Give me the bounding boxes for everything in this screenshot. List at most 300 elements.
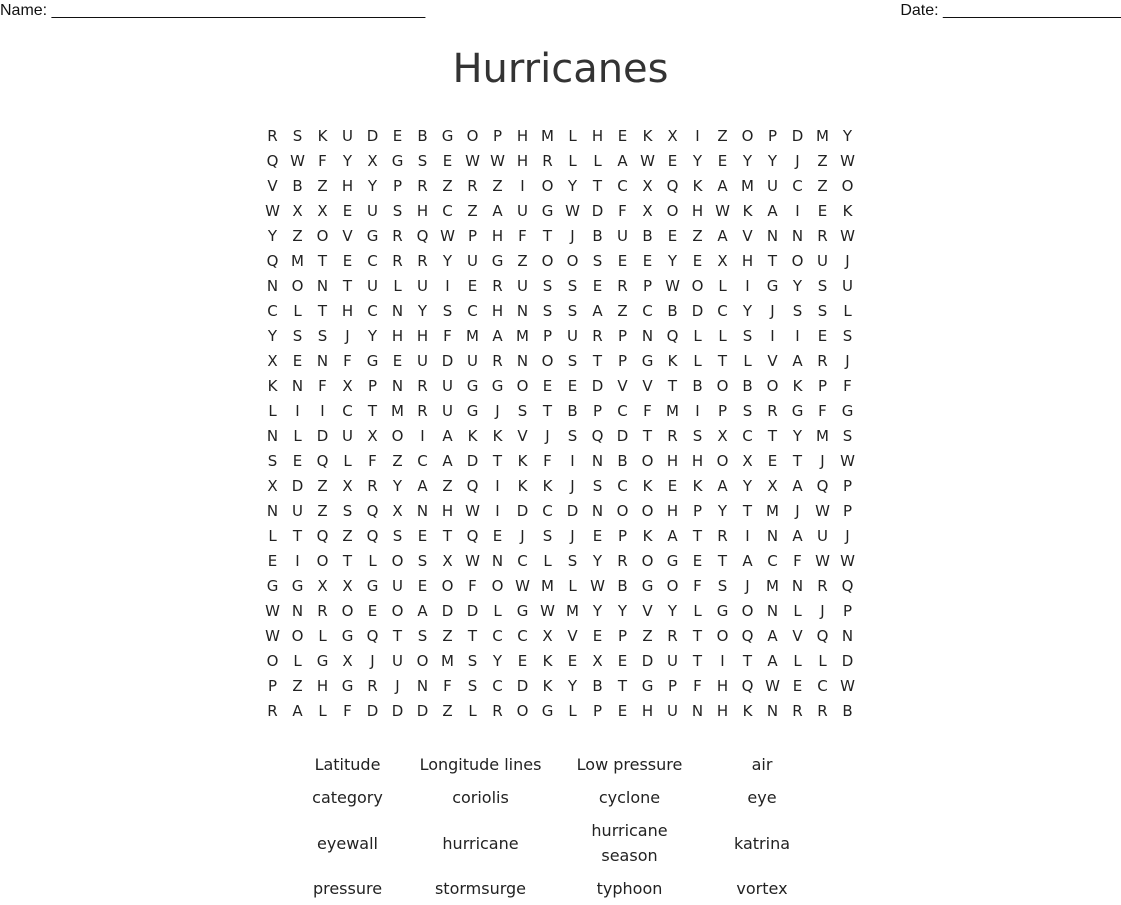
grid-letter: P <box>617 627 628 645</box>
grid-letter: L <box>593 152 602 170</box>
grid-letter: M <box>291 252 304 270</box>
grid-letter: C <box>342 402 353 420</box>
grid-letter: R <box>617 552 628 570</box>
grid-letter: B <box>742 377 753 395</box>
grid-letter: W <box>465 152 480 170</box>
grid-letter: O <box>541 177 554 195</box>
grid-letter: L <box>693 352 702 370</box>
grid-letter: I <box>295 402 300 420</box>
word-bank-word: air <box>751 755 773 774</box>
grid-letter: X <box>267 352 278 370</box>
grid-letter: M <box>741 177 754 195</box>
grid-letter: F <box>318 152 327 170</box>
grid-letter: Q <box>266 252 279 270</box>
grid-letter: K <box>642 527 653 545</box>
grid-letter: T <box>592 352 603 370</box>
grid-letter: W <box>665 277 680 295</box>
grid-letter: M <box>816 427 829 445</box>
grid-letter: Z <box>342 527 353 545</box>
grid-letter: W <box>265 627 280 645</box>
grid-letter: S <box>742 402 753 420</box>
grid-letter: E <box>617 702 628 720</box>
grid-letter: R <box>617 277 628 295</box>
grid-row <box>260 424 860 449</box>
grid-letter: C <box>817 677 828 695</box>
grid-letter: W <box>465 552 480 570</box>
grid-letter: K <box>667 352 678 370</box>
word-bank-word: hurricane <box>442 833 519 853</box>
grid-letter: X <box>442 552 453 570</box>
grid-letter: T <box>542 402 553 420</box>
grid-letter: Q <box>316 452 329 470</box>
grid-letter: J <box>545 427 550 445</box>
grid-letter: Q <box>666 177 679 195</box>
grid-letter: T <box>792 452 803 470</box>
grid-letter: S <box>417 627 428 645</box>
grid-letter: F <box>618 202 627 220</box>
grid-letter: D <box>566 502 579 520</box>
grid-letter: A <box>717 227 728 245</box>
grid-letter: Y <box>367 177 378 195</box>
grid-letter: N <box>491 552 504 570</box>
grid-letter: H <box>716 702 729 720</box>
grid-letter: R <box>492 702 503 720</box>
grid-letter: I <box>320 402 325 420</box>
grid-letter: E <box>592 277 603 295</box>
grid-letter: N <box>591 502 604 520</box>
grid-letter: A <box>292 702 303 720</box>
grid-row <box>260 274 860 299</box>
grid-letter: G <box>641 352 654 370</box>
grid-letter: E <box>417 527 428 545</box>
grid-letter: R <box>817 227 828 245</box>
grid-letter: A <box>792 352 803 370</box>
word-bank-row <box>281 872 812 905</box>
grid-letter: T <box>542 227 553 245</box>
grid-letter: C <box>542 502 553 520</box>
grid-letter: H <box>441 502 454 520</box>
grid-letter: T <box>667 377 678 395</box>
grid-row <box>260 249 860 274</box>
grid-letter: C <box>367 252 378 270</box>
grid-letter: D <box>316 427 329 445</box>
grid-letter: W <box>840 677 855 695</box>
grid-letter: K <box>267 377 278 395</box>
word-bank-word: pressure <box>312 879 383 898</box>
grid-letter: I <box>720 652 725 670</box>
grid-letter: E <box>342 252 353 270</box>
grid-letter: I <box>420 427 425 445</box>
grid-letter: Q <box>591 427 604 445</box>
grid-letter: R <box>817 352 828 370</box>
grid-letter: D <box>516 677 529 695</box>
grid-letter: S <box>542 527 553 545</box>
grid-letter: O <box>641 452 654 470</box>
grid-letter: E <box>617 652 628 670</box>
grid-letter: X <box>342 577 353 595</box>
grid-letter: H <box>491 227 504 245</box>
grid-letter: L <box>268 527 277 545</box>
grid-letter: Z <box>442 177 453 195</box>
grid-letter: K <box>517 477 528 495</box>
grid-row <box>260 699 860 724</box>
grid-letter: O <box>416 652 429 670</box>
grid-letter: M <box>466 327 479 345</box>
grid-letter: F <box>793 552 802 570</box>
grid-letter: M <box>816 127 829 145</box>
grid-letter: Q <box>816 477 829 495</box>
grid-letter: Z <box>642 627 653 645</box>
grid-letter: R <box>267 702 278 720</box>
grid-letter: M <box>766 502 779 520</box>
grid-letter: H <box>341 302 354 320</box>
grid-row <box>260 349 860 374</box>
grid-letter: D <box>441 602 454 620</box>
grid-letter: S <box>417 552 428 570</box>
grid-letter: R <box>417 252 428 270</box>
grid-letter: N <box>316 352 329 370</box>
grid-letter: C <box>717 302 728 320</box>
grid-letter: L <box>293 652 302 670</box>
grid-letter: X <box>342 377 353 395</box>
grid-letter: V <box>792 627 803 645</box>
grid-letter: Y <box>742 302 753 320</box>
grid-letter: A <box>667 527 678 545</box>
grid-row <box>260 599 860 624</box>
grid-letter: Y <box>442 252 453 270</box>
grid-letter: S <box>542 302 553 320</box>
grid-letter: H <box>416 327 429 345</box>
grid-letter: I <box>570 452 575 470</box>
grid-letter: O <box>716 627 729 645</box>
grid-letter: Z <box>442 702 453 720</box>
grid-letter: E <box>442 152 453 170</box>
grid-letter: T <box>692 652 703 670</box>
grid-letter: F <box>818 402 827 420</box>
grid-letter: P <box>842 502 853 520</box>
grid-letter: T <box>767 427 778 445</box>
grid-letter: U <box>367 202 378 220</box>
grid-letter: F <box>318 377 327 395</box>
grid-letter: J <box>845 352 850 370</box>
grid-letter: O <box>841 177 854 195</box>
grid-letter: G <box>341 627 354 645</box>
grid-letter: Z <box>442 477 453 495</box>
grid-letter: B <box>667 302 678 320</box>
grid-letter: E <box>667 477 678 495</box>
grid-letter: P <box>542 327 553 345</box>
grid-letter: N <box>766 602 779 620</box>
grid-letter: U <box>517 202 528 220</box>
grid-letter: X <box>292 202 303 220</box>
grid-letter: S <box>717 577 728 595</box>
grid-letter: P <box>617 352 628 370</box>
grid-letter: U <box>667 702 678 720</box>
grid-letter: B <box>842 702 853 720</box>
grid-letter: A <box>792 477 803 495</box>
grid-letter: W <box>840 227 855 245</box>
grid-letter: G <box>766 277 779 295</box>
grid-letter: Y <box>367 327 378 345</box>
grid-letter: U <box>292 502 303 520</box>
grid-row <box>260 374 860 399</box>
grid-letter: L <box>718 277 727 295</box>
grid-letter: Q <box>416 227 429 245</box>
grid-letter: S <box>742 327 753 345</box>
grid-letter: O <box>391 427 404 445</box>
grid-letter: S <box>292 327 303 345</box>
grid-letter: S <box>517 402 528 420</box>
grid-letter: S <box>817 302 828 320</box>
grid-letter: Q <box>266 152 279 170</box>
grid-row <box>260 474 860 499</box>
grid-letter: S <box>792 302 803 320</box>
grid-letter: P <box>467 227 478 245</box>
grid-letter: F <box>368 452 377 470</box>
grid-letter: P <box>617 527 628 545</box>
grid-letter: O <box>341 602 354 620</box>
grid-letter: I <box>695 402 700 420</box>
grid-letter: X <box>342 652 353 670</box>
grid-letter: K <box>542 477 553 495</box>
grid-letter: E <box>542 377 553 395</box>
grid-letter: E <box>292 452 303 470</box>
grid-letter: F <box>693 677 702 695</box>
grid-letter: X <box>667 127 678 145</box>
grid-letter: Y <box>492 652 503 670</box>
grid-letter: C <box>617 177 628 195</box>
word-bank <box>281 748 812 905</box>
grid-letter: I <box>745 277 750 295</box>
grid-letter: Q <box>816 627 829 645</box>
grid-letter: N <box>266 502 279 520</box>
grid-letter: K <box>792 377 803 395</box>
grid-letter: P <box>842 477 853 495</box>
grid-letter: G <box>516 602 529 620</box>
grid-letter: S <box>817 277 828 295</box>
grid-letter: P <box>667 677 678 695</box>
grid-letter: Y <box>742 152 753 170</box>
grid-letter: M <box>541 127 554 145</box>
grid-letter: L <box>543 552 552 570</box>
grid-letter: X <box>592 652 603 670</box>
grid-letter: Y <box>692 152 703 170</box>
grid-letter: Z <box>517 252 528 270</box>
grid-letter: O <box>391 602 404 620</box>
grid-letter: U <box>392 652 403 670</box>
grid-letter: N <box>291 602 304 620</box>
grid-letter: P <box>767 127 778 145</box>
grid-letter: E <box>692 552 703 570</box>
grid-letter: W <box>590 577 605 595</box>
grid-letter: J <box>820 602 825 620</box>
grid-letter: K <box>642 477 653 495</box>
grid-letter: X <box>367 427 378 445</box>
grid-letter: T <box>442 527 453 545</box>
grid-letter: P <box>717 402 728 420</box>
grid-letter: G <box>491 252 504 270</box>
grid-letter: C <box>517 552 528 570</box>
grid-letter: Z <box>292 227 303 245</box>
grid-letter: F <box>518 227 527 245</box>
grid-letter: N <box>791 577 804 595</box>
grid-letter: L <box>293 302 302 320</box>
grid-letter: X <box>717 252 728 270</box>
word-bank-word: eyewall <box>317 833 378 853</box>
grid-letter: L <box>293 427 302 445</box>
grid-letter: Y <box>792 427 803 445</box>
grid-letter: U <box>567 327 578 345</box>
grid-letter: L <box>718 327 727 345</box>
grid-letter: R <box>267 127 278 145</box>
grid-letter: A <box>767 652 778 670</box>
grid-letter: T <box>692 627 703 645</box>
grid-letter: L <box>318 627 327 645</box>
grid-letter: G <box>491 377 504 395</box>
grid-letter: T <box>492 452 503 470</box>
grid-letter: I <box>445 277 450 295</box>
grid-letter: S <box>467 652 478 670</box>
grid-letter: G <box>366 577 379 595</box>
grid-row <box>260 399 860 424</box>
grid-letter: D <box>641 652 654 670</box>
name-field-label: Name: __________________________________________ <box>0 2 426 19</box>
grid-letter: K <box>317 127 328 145</box>
grid-letter: R <box>492 352 503 370</box>
grid-letter: T <box>717 552 728 570</box>
word-bank-word: Latitude <box>314 755 381 774</box>
grid-row <box>260 674 860 699</box>
word-bank-word: coriolis <box>452 788 509 807</box>
grid-letter: I <box>295 552 300 570</box>
grid-letter: P <box>617 327 628 345</box>
grid-letter: C <box>792 177 803 195</box>
grid-letter: K <box>842 202 853 220</box>
grid-letter: J <box>495 402 500 420</box>
grid-letter: K <box>742 702 753 720</box>
grid-letter: K <box>517 452 528 470</box>
grid-letter: S <box>392 527 403 545</box>
grid-letter: A <box>417 477 428 495</box>
grid-letter: Y <box>417 302 428 320</box>
grid-letter: G <box>541 202 554 220</box>
grid-letter: U <box>517 277 528 295</box>
grid-letter: D <box>291 477 304 495</box>
grid-letter: E <box>392 352 403 370</box>
grid-letter: F <box>443 327 452 345</box>
word-bank-row <box>281 814 812 872</box>
grid-letter: F <box>468 577 477 595</box>
grid-letter: C <box>617 402 628 420</box>
grid-letter: B <box>592 677 603 695</box>
grid-letter: A <box>717 177 728 195</box>
grid-letter: Y <box>267 227 278 245</box>
grid-letter: A <box>792 527 803 545</box>
grid-letter: Z <box>467 202 478 220</box>
word-bank-word: stormsurge <box>434 879 527 898</box>
grid-letter: P <box>392 177 403 195</box>
grid-letter: N <box>391 377 404 395</box>
grid-letter: X <box>367 152 378 170</box>
grid-letter: Y <box>717 502 728 520</box>
grid-letter: Z <box>692 227 703 245</box>
grid-letter: R <box>367 677 378 695</box>
grid-letter: U <box>442 377 453 395</box>
grid-letter: B <box>617 577 628 595</box>
grid-letter: H <box>641 702 654 720</box>
grid-letter: V <box>567 627 578 645</box>
grid-letter: Z <box>817 177 828 195</box>
grid-letter: H <box>416 202 429 220</box>
grid-letter: N <box>766 527 779 545</box>
grid-letter: W <box>640 152 655 170</box>
grid-letter: N <box>316 277 329 295</box>
grid-letter: A <box>742 552 753 570</box>
grid-letter: A <box>592 302 603 320</box>
grid-letter: X <box>317 202 328 220</box>
grid-letter: K <box>492 427 503 445</box>
grid-letter: T <box>742 502 753 520</box>
grid-letter: F <box>443 677 452 695</box>
grid-letter: O <box>291 277 304 295</box>
grid-letter: O <box>516 702 529 720</box>
grid-letter: O <box>466 127 479 145</box>
grid-letter: C <box>367 302 378 320</box>
grid-letter: W <box>815 552 830 570</box>
grid-letter: H <box>391 327 404 345</box>
grid-letter: S <box>317 327 328 345</box>
grid-letter: E <box>717 152 728 170</box>
grid-letter: P <box>367 377 378 395</box>
grid-letter: V <box>267 177 278 195</box>
grid-letter: D <box>441 352 454 370</box>
grid-letter: T <box>292 527 303 545</box>
grid-letter: H <box>516 127 529 145</box>
grid-letter: P <box>267 677 278 695</box>
grid-letter: L <box>343 452 352 470</box>
grid-letter: O <box>641 502 654 520</box>
grid-letter: C <box>767 552 778 570</box>
grid-letter: P <box>592 402 603 420</box>
grid-letter: H <box>666 452 679 470</box>
grid-letter: Y <box>567 677 578 695</box>
grid-letter: F <box>343 702 352 720</box>
grid-letter: A <box>442 427 453 445</box>
grid-letter: D <box>391 702 404 720</box>
grid-letter: E <box>267 552 278 570</box>
grid-letter: M <box>391 402 404 420</box>
grid-letter: J <box>570 227 575 245</box>
grid-letter: L <box>368 552 377 570</box>
grid-letter: X <box>717 427 728 445</box>
grid-letter: G <box>466 377 479 395</box>
grid-letter: R <box>317 602 328 620</box>
grid-letter: H <box>591 127 604 145</box>
date-field-label: Date: ____________________ <box>900 2 1121 19</box>
grid-letter: S <box>417 152 428 170</box>
grid-letter: E <box>792 677 803 695</box>
grid-letter: C <box>742 427 753 445</box>
grid-letter: U <box>842 277 853 295</box>
letter-grid <box>260 124 860 724</box>
grid-letter: E <box>667 227 678 245</box>
grid-letter: H <box>316 677 329 695</box>
word-bank-word: category <box>312 788 383 807</box>
grid-letter: G <box>666 552 679 570</box>
grid-letter: T <box>367 402 378 420</box>
grid-letter: N <box>791 227 804 245</box>
grid-letter: G <box>841 402 854 420</box>
